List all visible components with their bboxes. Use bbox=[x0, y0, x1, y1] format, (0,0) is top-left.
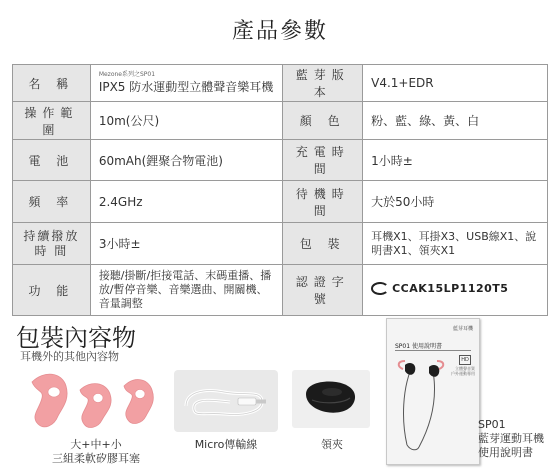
model-name: IPX5 防水運動型立體聲音樂耳機 bbox=[98, 80, 274, 94]
spec-value: 2.4GHz bbox=[90, 181, 283, 223]
spec-value: 10m(公尺) bbox=[90, 102, 283, 140]
spec-label: 顏 色 bbox=[283, 102, 363, 140]
spec-label: 電 池 bbox=[13, 140, 91, 181]
spec-label: 充電時間 bbox=[283, 140, 363, 181]
spec-value: 接聽/掛斷/拒接電話、末碼重播、播放/暫停音樂、音樂選曲、開關機、音量調整 bbox=[90, 265, 283, 316]
earbud-left bbox=[405, 363, 415, 375]
spec-label: 操作範圍 bbox=[13, 102, 91, 140]
page-title: 產品參數 bbox=[231, 19, 328, 44]
spec-label: 持續撥放 時 間 bbox=[13, 223, 91, 265]
clip-highlight bbox=[322, 388, 342, 396]
hd-badge: HD bbox=[459, 355, 471, 365]
spec-value: 大於50小時 bbox=[363, 181, 548, 223]
spec-label: 包 裝 bbox=[283, 223, 363, 265]
spec-value: 3小時± bbox=[90, 223, 283, 265]
clip-caption: 領夾 bbox=[321, 438, 343, 451]
spec-value: V4.1+EDR bbox=[363, 65, 548, 102]
clip-image bbox=[292, 370, 370, 428]
manual-corner-text: 藍芽耳機 bbox=[452, 326, 473, 332]
package-subtitle: 耳機外的其他內容物 bbox=[20, 350, 119, 363]
spec-value: 60mAh(鋰聚合物電池) bbox=[90, 140, 283, 181]
spec-value bbox=[363, 265, 548, 316]
brand-note: Mezone系列之SP01 bbox=[98, 71, 156, 78]
spec-label: 認證字號 bbox=[283, 265, 363, 316]
table-row bbox=[13, 181, 548, 223]
manual-divider bbox=[395, 350, 471, 351]
table-row bbox=[13, 140, 548, 181]
ear-hook-medium bbox=[80, 384, 111, 428]
headphones-drawing bbox=[393, 359, 453, 459]
ear-hook-large bbox=[32, 374, 67, 427]
table-row bbox=[13, 223, 548, 265]
spec-table bbox=[12, 64, 548, 316]
manual-caption: SP01 藍芽運動耳機 使用說明書 bbox=[478, 418, 544, 459]
table-row bbox=[13, 102, 548, 140]
spec-label: 待機時間 bbox=[283, 181, 363, 223]
spec-label: 名 稱 bbox=[13, 65, 91, 102]
ear-hooks-image bbox=[22, 368, 172, 436]
earphone-cable-right bbox=[419, 371, 434, 447]
manual-image bbox=[386, 318, 480, 465]
earphone-cable-left bbox=[404, 369, 411, 445]
earbud-left-hook bbox=[399, 361, 405, 369]
ear-hooks-caption: 大+中+小 三組柔軟矽膠耳塞 bbox=[52, 438, 140, 465]
table-row bbox=[13, 65, 548, 102]
package-title: 包裝內容物 bbox=[16, 324, 136, 352]
table-row bbox=[13, 265, 548, 316]
certification-mark bbox=[371, 282, 508, 295]
usb-cable-caption: Micro傳輸線 bbox=[194, 438, 258, 451]
spec-value: 粉、藍、綠、黃、白 bbox=[363, 102, 548, 140]
usb-cable-image bbox=[174, 370, 278, 432]
usb-plug bbox=[238, 398, 256, 405]
spec-label: 藍芽版本 bbox=[283, 65, 363, 102]
earbud-right bbox=[429, 365, 439, 377]
spec-label: 頻 率 bbox=[13, 181, 91, 223]
ear-hook-small bbox=[124, 380, 153, 424]
spec-label: 功 能 bbox=[13, 265, 91, 316]
spec-value bbox=[90, 65, 283, 102]
certification-number: CCAK15LP1120T5 bbox=[392, 282, 509, 295]
spec-value: 耳機X1、耳掛X3、USB線X1、說明書X1、領夾X1 bbox=[363, 223, 548, 265]
ncc-logo-icon bbox=[371, 282, 389, 295]
earphone-cable-bottom bbox=[407, 445, 419, 450]
manual-small-text: 立體聲音質 戶外運動專用 bbox=[451, 366, 475, 376]
spec-value: 1小時± bbox=[363, 140, 548, 181]
usb-plug-metal bbox=[256, 400, 266, 404]
manual-heading: SP01 使用說明書 bbox=[395, 343, 442, 350]
